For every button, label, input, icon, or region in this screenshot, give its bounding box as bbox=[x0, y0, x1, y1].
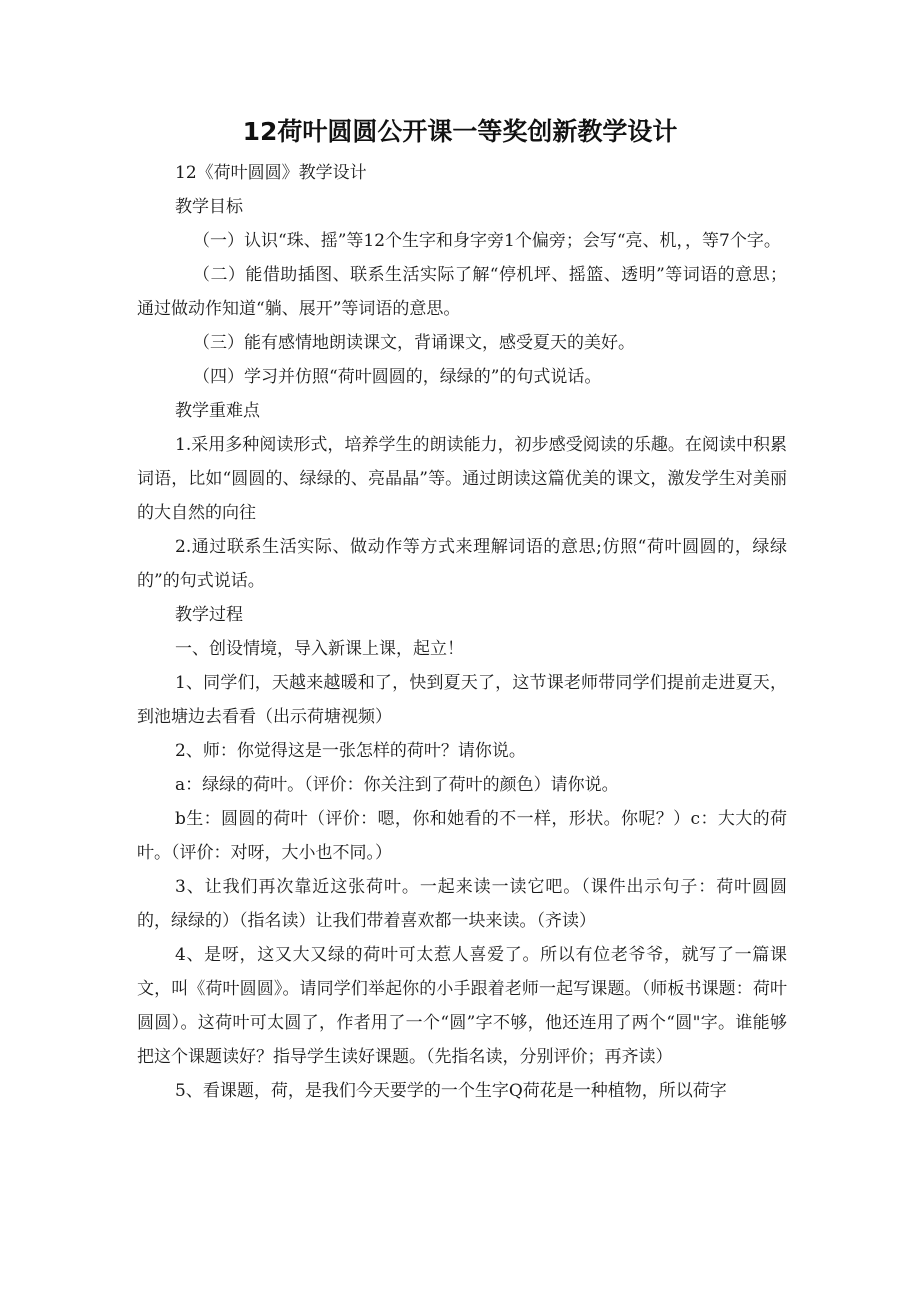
heading-teaching-process: 教学过程 bbox=[175, 605, 243, 625]
paragraph-goal-4: （四）学习并仿照“荷叶圆圆的，绿绿的”的句式说话。 bbox=[193, 367, 602, 387]
document-body bbox=[137, 156, 787, 1108]
heading-teaching-goals: 教学目标 bbox=[175, 197, 243, 217]
paragraph-key-point-1: 1.采用多种阅读形式，培养学生的朗读能力，初步感受阅读的乐趣。在阅读中积累词语，比如“圆圆的、绿绿的、亮晶晶”等。通过朗读这篇优美的课文，激发学生对美丽的大自然的向往 bbox=[137, 435, 787, 523]
paragraph-answer-bc: b生：圆圆的荷叶（评价：嗯，你和她看的不一样，形状。你呢？）c：大大的荷叶。（评价：对呀，大小也不同。） bbox=[137, 809, 787, 863]
paragraph-step-2: 2、师：你觉得这是一张怎样的荷叶？请你说。 bbox=[175, 741, 526, 761]
paragraph-goal-2: （二）能借助插图、联系生活实际了解“停机坪、摇篮、透明”等词语的意思；通过做动作知道“躺、展开”等词语的意思。 bbox=[137, 265, 787, 319]
paragraph-step-1: 1、同学们，天越来越暖和了，快到夏天了，这节课老师带同学们提前走进夏天，到池塘边去看看（出示荷塘视频） bbox=[137, 673, 787, 727]
paragraph-step-5: 5、看课题，荷，是我们今天要学的一个生字Q荷花是一种植物，所以荷字 bbox=[175, 1081, 727, 1101]
paragraph-key-point-2: 2.通过联系生活实际、做动作等方式来理解词语的意思;仿照“荷叶圆圆的，绿绿的”的句式说话。 bbox=[137, 537, 787, 591]
document-title: 12荷叶圆圆公开课一等奖创新教学设计 bbox=[242, 117, 678, 146]
paragraph-section-1: 一、创设情境，导入新课上课，起立！ bbox=[175, 639, 464, 659]
paragraph-lesson-title: 12《荷叶圆圆》教学设计 bbox=[175, 163, 367, 183]
paragraph-step-4: 4、是呀，这又大又绿的荷叶可太惹人喜爱了。所以有位老爷爷，就写了一篇课文，叫《荷叶圆圆》。请同学们举起你的小手跟着老师一起写课题。（师板书课题：荷叶圆圆）。这荷叶可太圆了，作者用了一个“圆”字不够，他还连用了两个“圆"字。谁能够把这个课题读好？指导学生读好课题。（先指名读，分别评价；再齐读） bbox=[137, 945, 787, 1067]
paragraph-step-3: 3、让我们再次靠近这张荷叶。一起来读一读它吧。（课件出示句子：荷叶圆圆的，绿绿的）（指名读）让我们带着喜欢都一块来读。（齐读） bbox=[137, 877, 787, 931]
paragraph-answer-a: a：绿绿的荷叶。（评价：你关注到了荷叶的颜色）请你说。 bbox=[175, 775, 619, 795]
heading-key-points: 教学重难点 bbox=[175, 401, 260, 421]
paragraph-goal-1: （一）认识“珠、摇”等12个生字和身字旁1个偏旁；会写“亮、机，，等7个字。 bbox=[193, 231, 781, 251]
paragraph-goal-3: （三）能有感情地朗读课文，背诵课文，感受夏天的美好。 bbox=[193, 333, 635, 353]
